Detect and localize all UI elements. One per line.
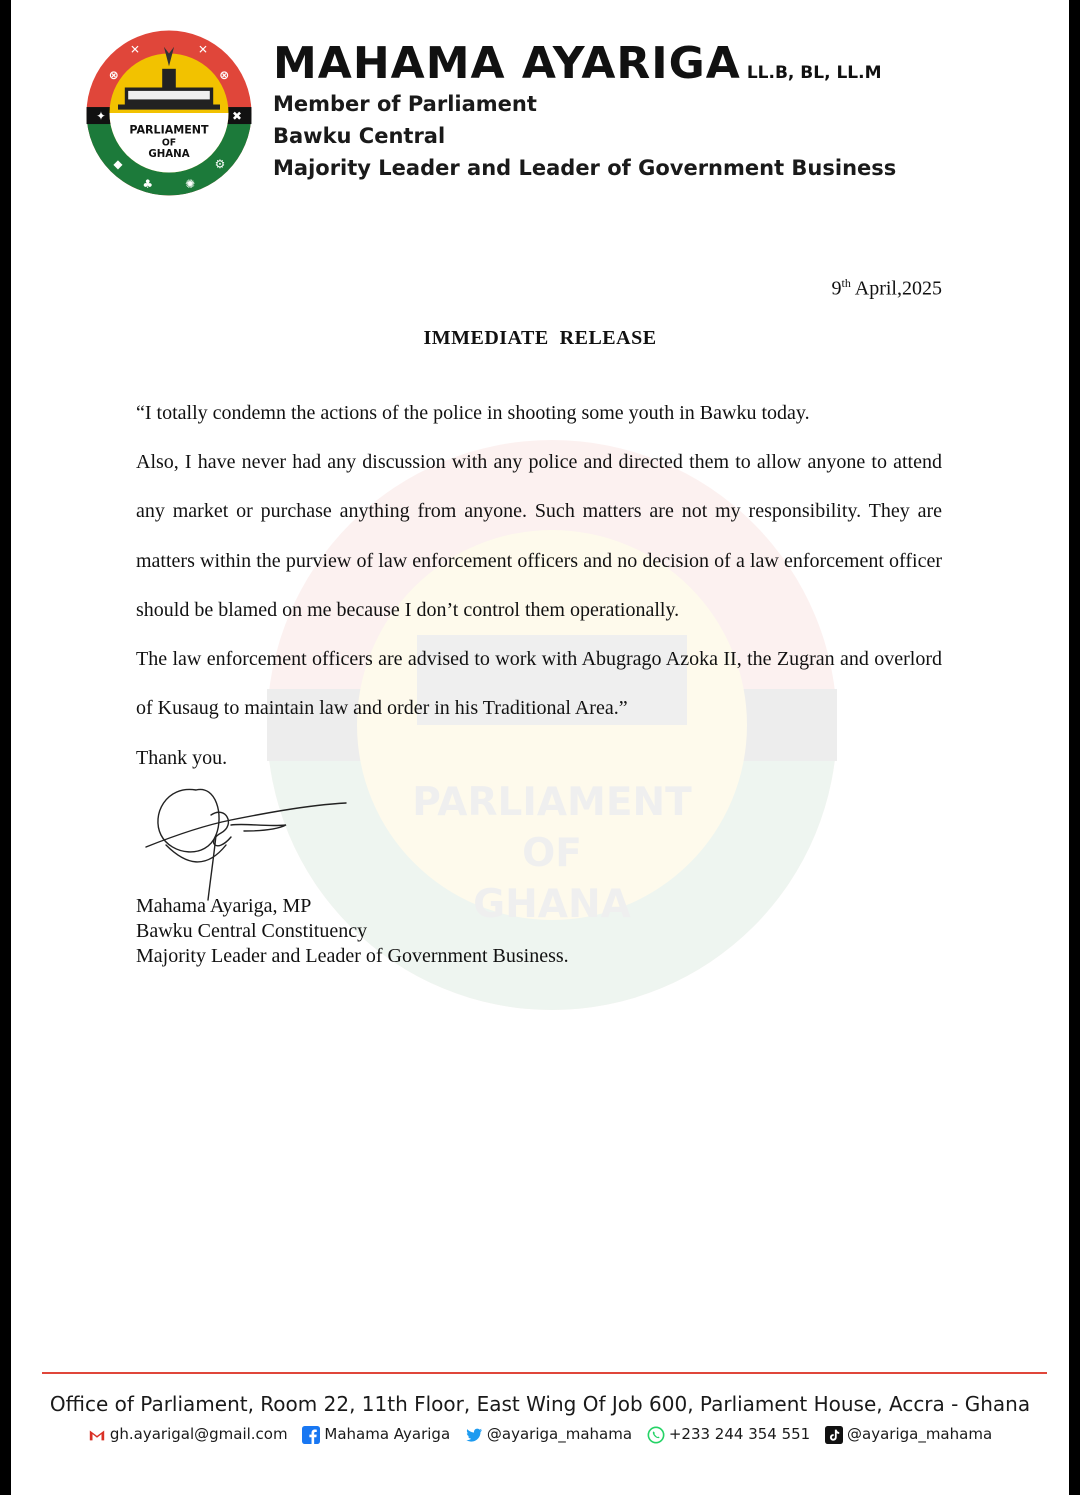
closing: Thank you.: [136, 747, 228, 769]
contact-email[interactable]: [88, 1425, 288, 1444]
svg-text:PARLIAMENT: PARLIAMENT: [412, 780, 692, 825]
svg-text:OF: OF: [522, 831, 582, 876]
date-suffix: th: [841, 276, 851, 290]
svg-text:✕: ✕: [130, 42, 140, 57]
mp-role: Member of Parliament: [273, 92, 537, 116]
parliament-seal-logo: [84, 28, 254, 198]
email-text: gh.ayarigal@gmail.com: [109, 1425, 288, 1444]
phone-text: +233 244 354 551: [668, 1425, 811, 1444]
svg-text:⊗: ⊗: [219, 68, 230, 82]
seal-text-2: OF: [161, 137, 177, 149]
mp-position: Majority Leader and Leader of Government Business: [273, 156, 897, 180]
svg-text:⊗: ⊗: [108, 68, 119, 82]
seal-text-3: GHANA: [148, 149, 190, 161]
svg-text:✕: ✕: [198, 42, 208, 57]
svg-text:✺: ✺: [185, 176, 196, 191]
gmail-icon: [88, 1426, 106, 1444]
release-heading: IMMEDIATE RELEASE: [423, 327, 657, 349]
mp-name: MAHAMA AYARIGA: [273, 38, 741, 89]
tiktok-text: @ayariga_mahama: [847, 1425, 993, 1444]
svg-text:⚙: ⚙: [214, 157, 226, 172]
letter-page: [11, 0, 1069, 1495]
facebook-icon: [302, 1426, 320, 1444]
footer-divider: [42, 1372, 1047, 1374]
svg-text:✖: ✖: [232, 108, 242, 123]
mp-qualifications: LL.B, BL, LL.M: [746, 63, 882, 83]
signatory-constituency: Bawku Central Constituency: [136, 920, 368, 942]
svg-text:◆: ◆: [113, 157, 123, 172]
mp-name-line: [273, 38, 882, 89]
facebook-text: Mahama Ayariga: [324, 1425, 451, 1444]
svg-text:♣: ♣: [142, 176, 154, 191]
paragraph-3: The law enforcement officers are advised to work with Abugrago Azoka II, the Zugran and overlord of Kusaug to maintain law and order in his Traditional Area.”: [136, 648, 942, 720]
mp-constituency: Bawku Central: [273, 124, 446, 148]
whatsapp-icon: [647, 1426, 665, 1444]
contact-twitter[interactable]: [465, 1425, 632, 1444]
svg-text:GHANA: GHANA: [473, 882, 631, 927]
signatory-title: Majority Leader and Leader of Government Business.: [136, 945, 569, 967]
signatory-block: [136, 894, 569, 969]
handwritten-signature: [136, 775, 356, 905]
office-address: Office of Parliament, Room 22, 11th Floor, East Wing Of Job 600, Parliament House, Accra - Ghana: [49, 1392, 1031, 1416]
contact-facebook[interactable]: [302, 1425, 450, 1444]
date-day: 9: [831, 277, 842, 300]
svg-text:✦: ✦: [96, 108, 106, 123]
twitter-bird-icon: [465, 1426, 483, 1444]
tiktok-icon: [825, 1426, 843, 1444]
seal-text-1: PARLIAMENT: [129, 123, 209, 137]
contact-tiktok[interactable]: [825, 1425, 992, 1444]
twitter-text: @ayariga_mahama: [486, 1425, 633, 1444]
contact-phone[interactable]: [647, 1425, 810, 1444]
letter-date: [832, 276, 942, 301]
paragraph-1: “I totally condemn the actions of the police in shooting some youth in Bawku today.: [136, 402, 810, 424]
contact-bar: [11, 1425, 1069, 1444]
date-month-year: April,2025: [850, 277, 942, 300]
paragraph-2: Also, I have never had any discussion with any police and directed them to allow anyone to attend any market or purchase anything from anyone. Such matters are not my responsibility. They are matters within the purview of law enforcement officers and no decision of a law enforcement officer should be blamed on me because I don’t control them operationally.: [136, 451, 942, 621]
signatory-name: Mahama Ayariga, MP: [136, 895, 312, 917]
